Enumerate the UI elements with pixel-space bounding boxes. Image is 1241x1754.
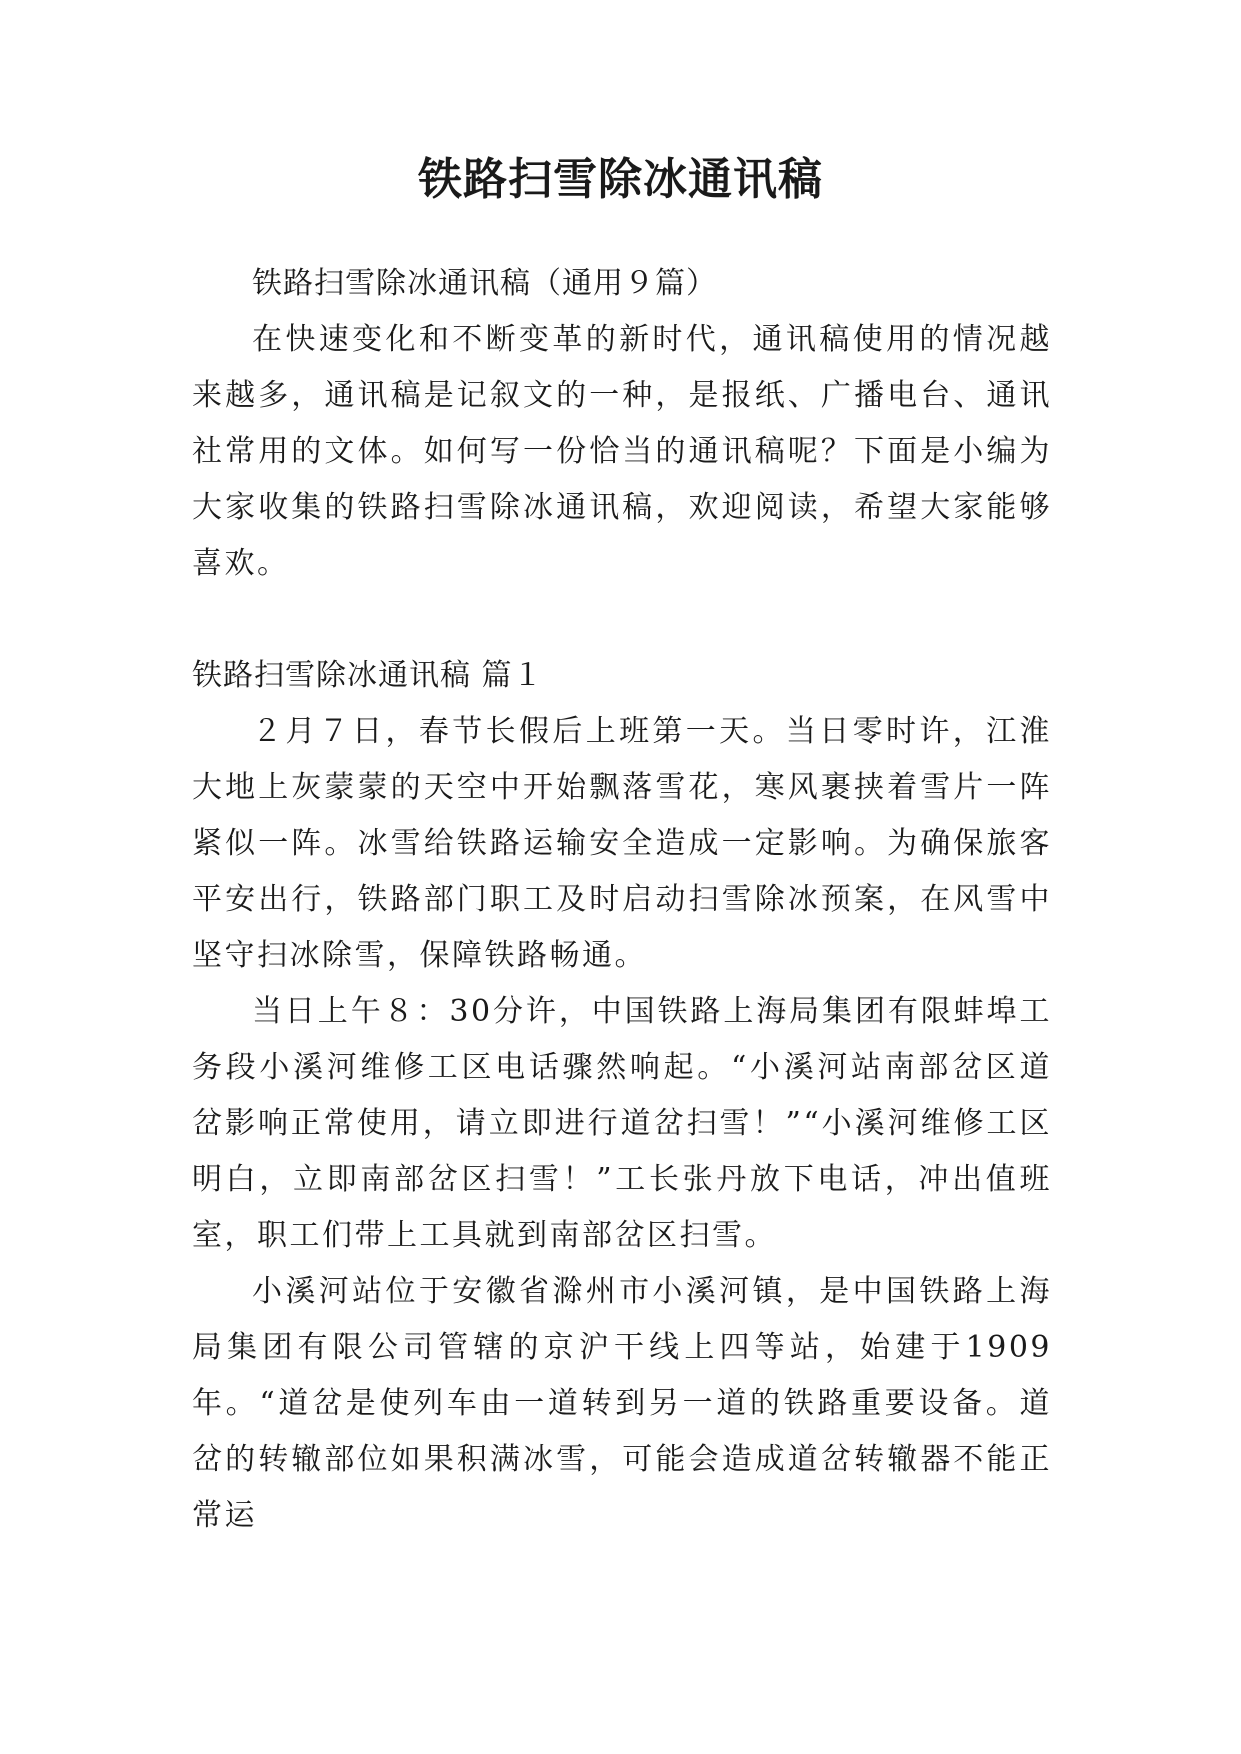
document-body	[192, 256, 1052, 1544]
body-paragraph: 小溪河站位于安徽省滁州市小溪河镇，是中国铁路上海局集团有限公司管辖的京沪干线上四等站，始建于1909年。“道岔是使列车由一道转到另一道的铁路重要设备。道岔的转辙部位如果积满冰雪，可能会造成道岔转辙器不能正常运	[192, 1274, 1052, 1533]
document-subtitle: 铁路扫雪除冰通讯稿（通用９篇）	[252, 266, 717, 301]
section-spacer	[192, 592, 1052, 648]
section-heading: 铁路扫雪除冰通讯稿 篇１	[192, 658, 544, 693]
document-title: 铁路扫雪除冰通讯稿	[418, 154, 823, 205]
intro-paragraph: 在快速变化和不断变革的新时代，通讯稿使用的情况越来越多，通讯稿是记叙文的一种，是报纸、广播电台、通讯社常用的文体。如何写一份恰当的通讯稿呢？下面是小编为大家收集的铁路扫雪除冰通讯稿，欢迎阅读，希望大家能够喜欢。	[192, 322, 1052, 581]
body-paragraph: 当日上午８：30分许，中国铁路上海局集团有限蚌埠工务段小溪河维修工区电话骤然响起。“小溪河站南部岔区道岔影响正常使用，请立即进行道岔扫雪！”“小溪河维修工区明白，立即南部岔区扫雪！”工长张丹放下电话，冲出值班室，职工们带上工具就到南部岔区扫雪。	[192, 994, 1052, 1253]
body-paragraph: ２月７日，春节长假后上班第一天。当日零时许，江淮大地上灰蒙蒙的天空中开始飘落雪花，寒风裹挟着雪片一阵紧似一阵。冰雪给铁路运输安全造成一定影响。为确保旅客平安出行，铁路部门职工及时启动扫雪除冰预案，在风雪中坚守扫冰除雪，保障铁路畅通。	[192, 714, 1052, 973]
